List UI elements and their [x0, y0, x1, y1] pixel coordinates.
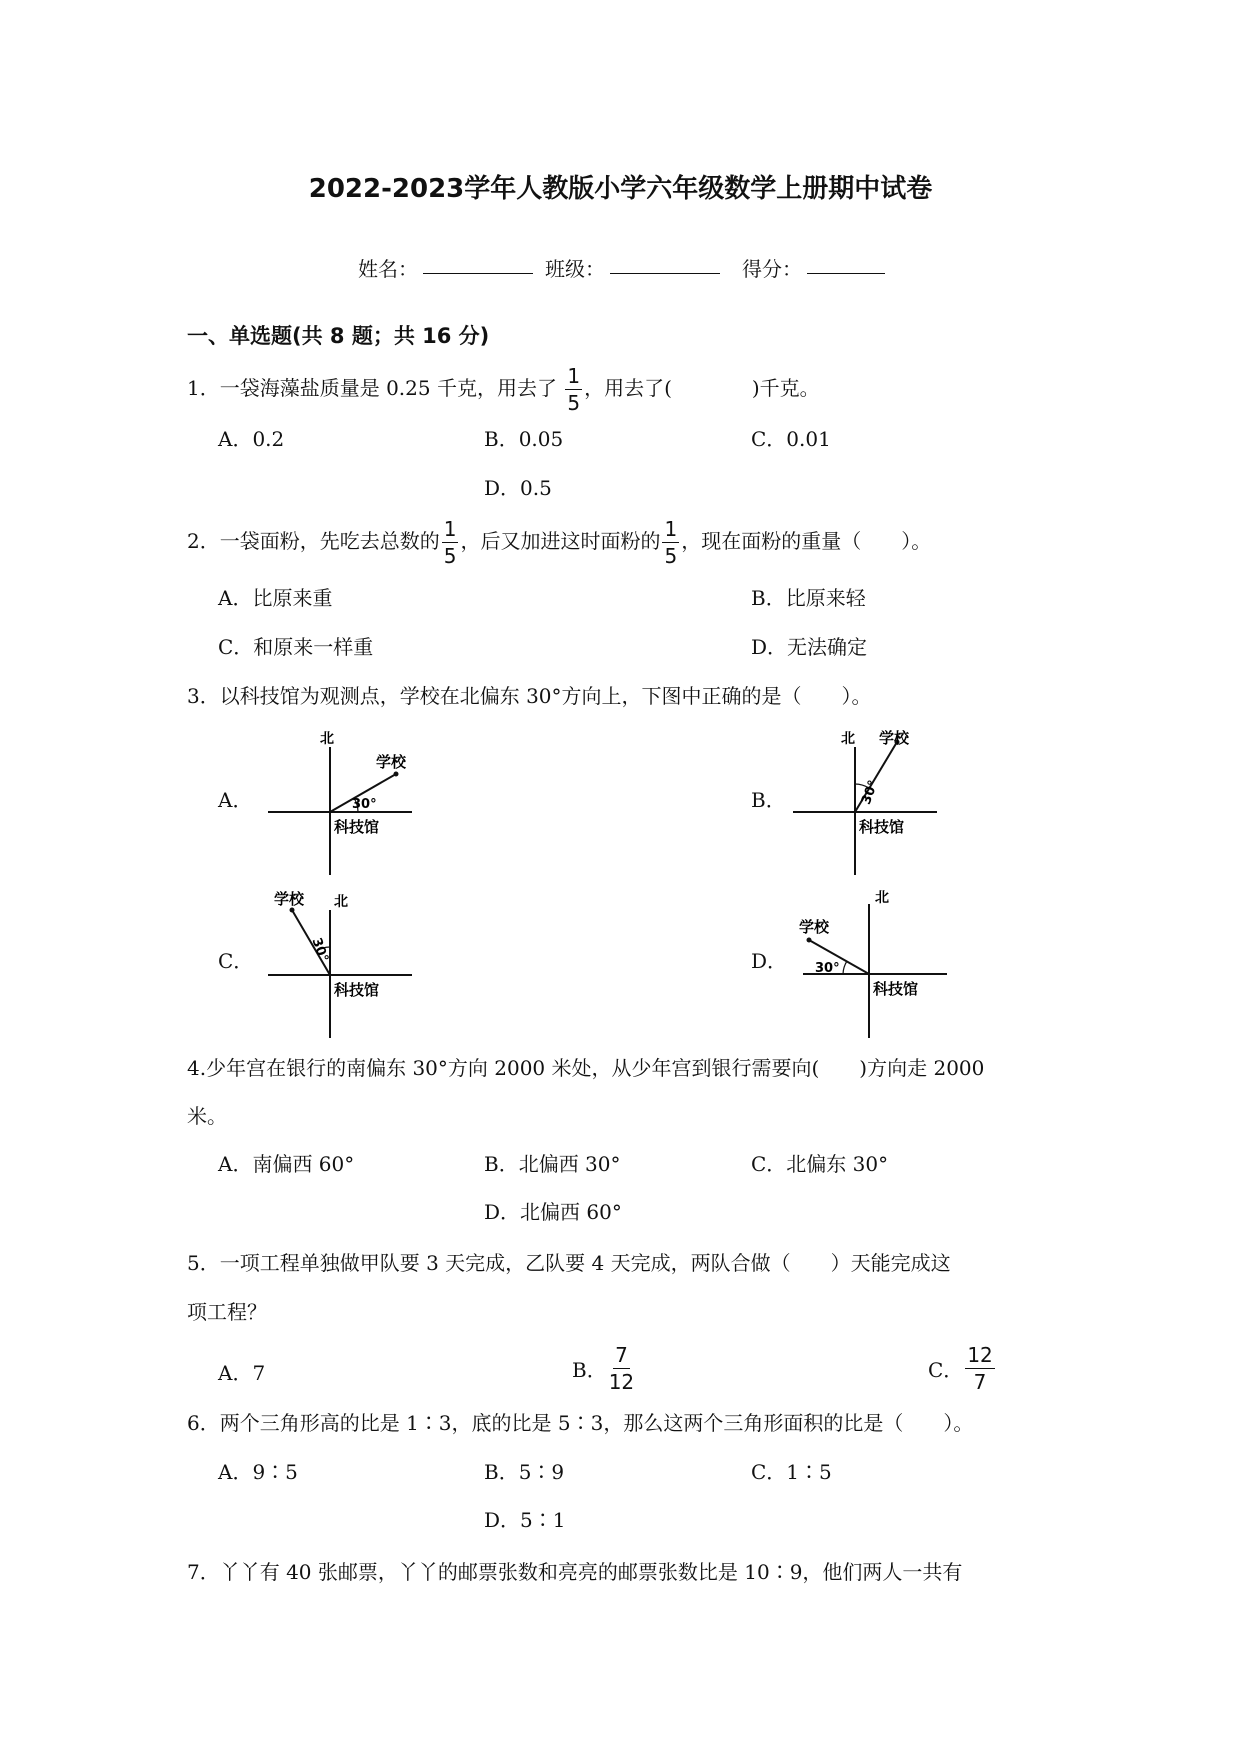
class-field[interactable] — [610, 255, 720, 278]
q1-text-pre: 1．一袋海藻盐质量是 0.25 千克，用去了 — [187, 376, 557, 400]
q2-option-b[interactable]: B．比原来轻 — [751, 586, 866, 610]
north-label: 北 — [875, 890, 889, 906]
q4-option-b[interactable]: B．北偏西 30° — [484, 1152, 621, 1176]
question-2 — [187, 519, 931, 566]
q2-text-post: ，现在面粉的重量（ ）。 — [681, 529, 932, 553]
question-5-line-1: 5．一项工程单独做甲队要 3 天完成，乙队要 4 天完成，两队合做（ ）天能完成这 — [187, 1251, 951, 1275]
q2-option-c[interactable]: C．和原来一样重 — [218, 635, 374, 659]
q3-option-d[interactable]: D． — [751, 949, 788, 973]
q1-option-d[interactable]: D．0.5 — [484, 476, 552, 500]
q2-text-pre: 2．一袋面粉，先吃去总数的 — [187, 529, 440, 553]
angle-label: 30° — [308, 935, 331, 965]
angle-label: 30° — [858, 778, 882, 807]
q3-figure-c — [262, 890, 432, 1040]
question-1 — [187, 366, 820, 413]
score-label: 得分： — [742, 257, 802, 281]
north-label: 北 — [320, 731, 334, 747]
north-label: 北 — [841, 731, 855, 747]
q1-option-a[interactable]: A．0.2 — [218, 427, 285, 451]
school-label: 学校 — [879, 729, 910, 747]
q1-fraction: $\frac{1}{5}$ — [567, 364, 581, 415]
q2-option-d[interactable]: D．无法确定 — [751, 635, 868, 659]
q3-option-a[interactable]: A． — [218, 788, 253, 812]
q6-option-b[interactable]: B．5∶9 — [484, 1460, 565, 1484]
question-6: 6．两个三角形高的比是 1∶3，底的比是 5∶3，那么这两个三角形面积的比是（ ）。 — [187, 1411, 974, 1435]
museum-label: 科技馆 — [859, 818, 905, 836]
school-label: 学校 — [376, 753, 407, 771]
q2-option-a[interactable]: A．比原来重 — [218, 586, 333, 610]
north-label: 北 — [334, 894, 348, 910]
q3-figure-b — [787, 727, 957, 877]
question-3: 3．以科技馆为观测点，学校在北偏东 30°方向上，下图中正确的是（ ）。 — [187, 684, 872, 708]
angle-label: 30° — [815, 961, 840, 976]
q1-text-post: ，用去了( )千克。 — [584, 376, 820, 400]
name-field[interactable] — [423, 255, 533, 278]
page-title: 2022-2023学年人教版小学六年级数学上册期中试卷 — [308, 174, 933, 204]
question-4-line-1: 4.少年宫在银行的南偏东 30°方向 2000 米处，从少年宫到银行需要向( )方向走 2000 — [187, 1056, 985, 1080]
question-7: 7．丫丫有 40 张邮票，丫丫的邮票张数和亮亮的邮票张数比是 10∶9，他们两人一共有 — [187, 1560, 963, 1584]
q5-option-a[interactable]: A．7 — [218, 1361, 266, 1385]
q4-option-d[interactable]: D．北偏西 60° — [484, 1200, 622, 1224]
q5-option-c[interactable] — [928, 1345, 997, 1392]
museum-label: 科技馆 — [334, 981, 380, 999]
school-label: 学校 — [799, 918, 830, 936]
question-4-line-2: 米。 — [187, 1104, 227, 1128]
q2-text-mid: ，后又加进这时面粉的 — [460, 529, 661, 553]
q5-option-b[interactable] — [572, 1345, 636, 1392]
class-label: 班级： — [545, 257, 605, 281]
q3-figure-a — [262, 727, 432, 877]
q2-fraction-2: $\frac{1}{5}$ — [664, 517, 678, 568]
q2-fraction-1: $\frac{1}{5}$ — [443, 517, 457, 568]
q4-option-a[interactable]: A．南偏西 60° — [218, 1152, 355, 1176]
q6-option-d[interactable]: D．5∶1 — [484, 1508, 566, 1532]
q5-option-c-fraction: $\frac{12}{7}$ — [967, 1343, 993, 1394]
q5-option-c-label: C． — [928, 1358, 964, 1382]
museum-label: 科技馆 — [334, 818, 380, 836]
score-field[interactable] — [807, 255, 885, 278]
angle-label: 30° — [352, 797, 377, 812]
q5-option-b-label: B． — [572, 1358, 607, 1382]
q3-option-b[interactable]: B． — [751, 788, 786, 812]
q6-option-c[interactable]: C．1∶5 — [751, 1460, 832, 1484]
q3-figure-d — [787, 890, 957, 1040]
q6-option-a[interactable]: A．9∶5 — [218, 1460, 298, 1484]
q5-option-b-fraction: $\frac{7}{12}$ — [608, 1343, 635, 1394]
section-heading: 一、单选题(共 8 题；共 16 分) — [187, 324, 490, 348]
q4-option-c[interactable]: C．北偏东 30° — [751, 1152, 889, 1176]
school-label: 学校 — [274, 890, 305, 908]
q3-option-c[interactable]: C． — [218, 949, 254, 973]
museum-label: 科技馆 — [873, 980, 919, 998]
q1-option-b[interactable]: B．0.05 — [484, 427, 564, 451]
question-5-line-2: 项工程？ — [187, 1300, 267, 1324]
q1-option-c[interactable]: C．0.01 — [751, 427, 831, 451]
name-label: 姓名： — [358, 257, 418, 281]
